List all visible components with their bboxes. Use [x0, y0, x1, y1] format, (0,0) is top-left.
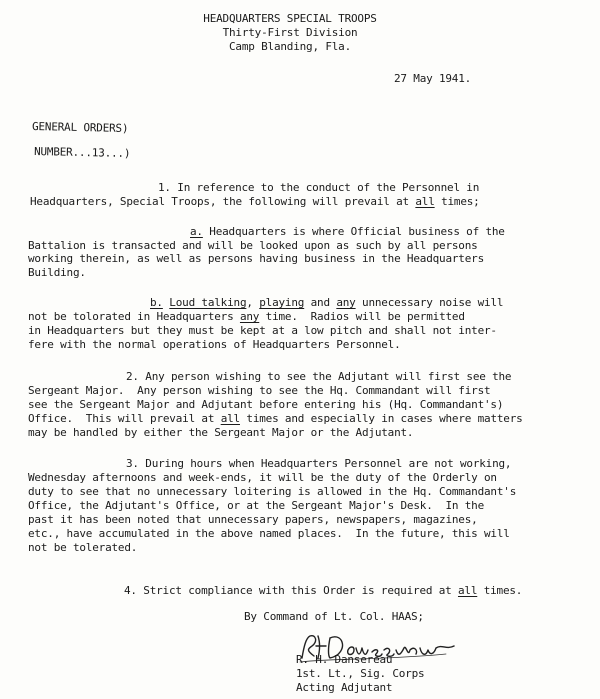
text-span: Office. This will prevail at	[28, 412, 221, 425]
text-span: and	[304, 296, 337, 309]
text-span: times and especially in cases where matters	[239, 412, 523, 425]
paragraph-a-line-4: Building.	[28, 266, 86, 279]
signatory-title: Acting Adjutant	[296, 681, 393, 694]
paragraph-3-line-3: duty to see that no unnecessary loitering is allowed in the Hq. Commandant's	[28, 485, 517, 498]
paragraph-2-line-4	[28, 412, 523, 426]
paragraph-3-line-7: not be tolerated.	[28, 541, 138, 554]
paragraph-3-line-2: Wednesday afternoons and week-ends, it will be the duty of the Orderly on	[28, 471, 497, 484]
text-span: ,	[246, 296, 260, 309]
underlined-text: a.	[190, 225, 203, 238]
header-line-3: Camp Blanding, Fla.	[228, 40, 352, 53]
text-span: times;	[434, 195, 480, 208]
underlined-text: playing	[259, 296, 305, 309]
paragraph-b-line-2	[28, 310, 465, 324]
paragraph-3-line-5: past it has been noted that unnecessary papers, newspapers, magazines,	[28, 513, 478, 526]
underlined-text: all	[415, 195, 435, 208]
paragraph-3-line-1: 3. During hours when Headquarters Personnel are not working,	[126, 457, 512, 470]
underlined-text: any	[336, 296, 356, 309]
signatory-name: R. H. Dansereau	[296, 653, 393, 666]
order-number: NUMBER...13...)	[33, 144, 131, 161]
paragraph-b-line-1	[150, 296, 503, 310]
paragraph-2-line-1: 2. Any person wishing to see the Adjutant will first see the	[126, 370, 512, 383]
underlined-text: all	[457, 584, 478, 597]
text-span: 4. Strict compliance with this Order is required at	[124, 584, 458, 597]
underlined-text: all	[220, 412, 240, 425]
document-date: 27 May 1941.	[394, 72, 472, 85]
underlined-text: b.	[150, 296, 163, 309]
paragraph-2-line-3: see the Sergeant Major and Adjutant before entering his (Hq. Commandant's)	[28, 398, 504, 411]
underlined-text: Loud talking	[169, 296, 247, 309]
paragraph-2-line-5: may be handled by either the Sergeant Major or the Adjutant.	[28, 426, 414, 439]
general-orders-label: GENERAL ORDERS)	[31, 119, 129, 136]
paragraph-3-line-6: etc., have accumulated in the above named places. In the future, this will	[28, 527, 510, 540]
text-span: Headquarters, Special Troops, the following will prevail at	[30, 195, 416, 208]
header-line-1: HEADQUARTERS SPECIAL TROOPS	[203, 12, 377, 25]
paragraph-1-line-1: 1. In reference to the conduct of the Personnel in	[158, 181, 480, 194]
paragraph-b-line-3: in Headquarters but they must be kept at a low pitch and shall not inter-	[28, 324, 497, 337]
paragraph-2-line-2: Sergeant Major. Any person wishing to see the Hq. Commandant will first	[28, 384, 491, 397]
header-line-2: Thirty-First Division	[222, 26, 358, 39]
paragraph-4-line-1	[124, 584, 522, 598]
paragraph-a-line-3: working therein, as well as persons having business in the Headquarters	[28, 252, 485, 265]
by-command-line: By Command of Lt. Col. HAAS;	[244, 610, 424, 623]
text-span: times.	[477, 584, 523, 597]
text-span: Headquarters is where Official business of the	[202, 225, 505, 238]
paragraph-1-line-2	[30, 195, 480, 209]
underlined-text: any	[239, 310, 260, 323]
text-span: time. Radios will be permitted	[259, 310, 465, 323]
signatory-rank: 1st. Lt., Sig. Corps	[296, 667, 425, 680]
paragraph-b-line-4: fere with the normal operations of Headquarters Personnel.	[28, 338, 401, 351]
paragraph-a-line-2: Battalion is transacted and will be looked upon as such by all persons	[28, 239, 478, 252]
paragraph-a-line-1	[190, 225, 505, 239]
text-span: not be tolorated in Headquarters	[28, 310, 240, 323]
paragraph-3-line-4: Office, the Adjutant's Office, or at the Sergeant Major's Desk. In the	[28, 499, 485, 512]
text-span: unnecessary noise will	[355, 296, 504, 309]
